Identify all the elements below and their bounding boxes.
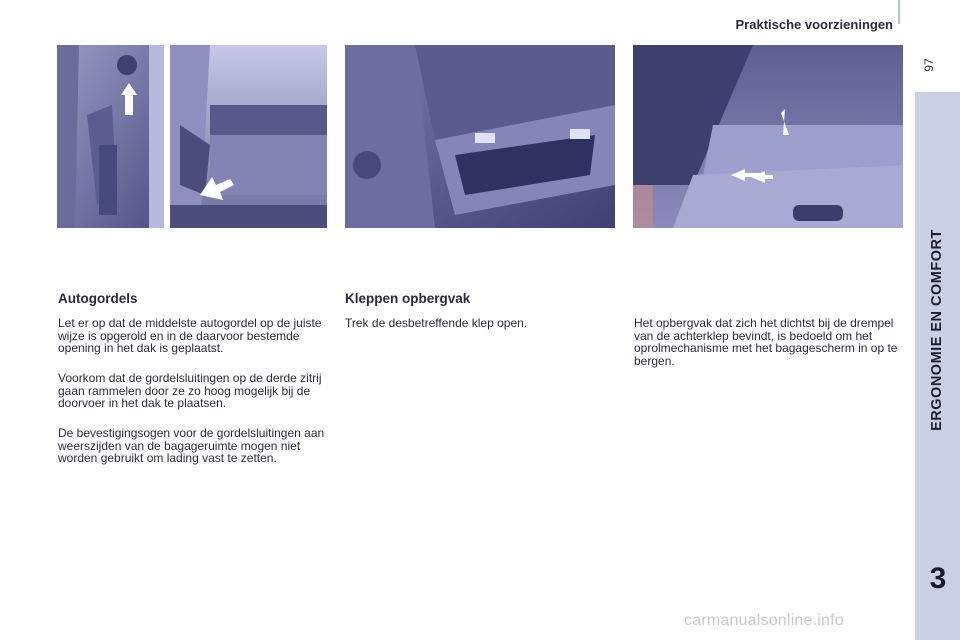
seatbelts-paragraph-3: De bevestigingsogen voor de gordelsluitingen aan weerszijden van de bagageruimte mogen niet worden gebruikt om lading vast te zetten.	[58, 426, 325, 466]
chapter-number: 3	[929, 562, 947, 595]
header-rule	[898, 0, 900, 24]
storage-flap-photo	[345, 45, 615, 228]
seatbelts-heading: Autogordels	[58, 291, 138, 306]
seatbelts-paragraph-1: Let er op dat de middelste autogordel op de juiste wijze is opgerold en in de daarvoor bestemde opening in het dak is geplaatst.	[58, 316, 322, 356]
cargo-belt-photo	[170, 45, 327, 228]
storage-flaps-heading: Kleppen opbergvak	[345, 291, 471, 306]
chapter-label: ERGONOMIE EN COMFORT	[929, 229, 945, 431]
seatbelts-paragraph-2: Voorkom dat de gordelsluitingen op de derde zitrij gaan rammelen door ze zo hoog mogelijk bij de doorvoer in het dak te plaatsen.	[58, 371, 322, 411]
storage-note-paragraph: Het opbergvak dat zich het dichtst bij de drempel van de achterklep bevindt, is bedoeld om het oprolmechanisme met het bagagescherm in op te bergen.	[634, 316, 898, 368]
seatbelt-buckle-photo	[57, 45, 164, 228]
storage-flaps-paragraph: Trek de desbetreffende klep open.	[345, 316, 528, 330]
cargo-threshold-photo	[633, 45, 903, 228]
page-header-title: Praktische voorzieningen	[735, 17, 893, 32]
watermark-text: carmanualsonline.info	[684, 612, 844, 629]
page-number: 97	[922, 58, 936, 72]
